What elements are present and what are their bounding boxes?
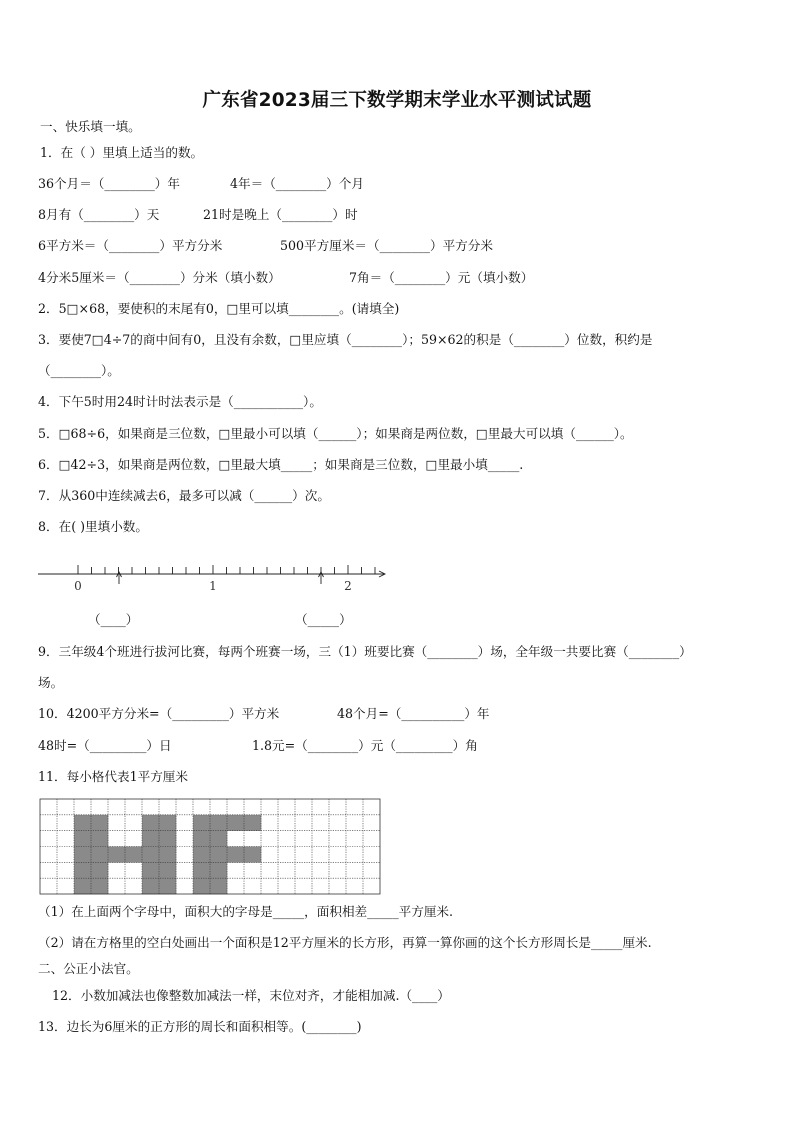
shaded-cell xyxy=(142,847,159,863)
shaded-cell xyxy=(210,878,227,894)
shaded-cell xyxy=(159,815,176,831)
number-line-label-2: 2 xyxy=(344,579,352,593)
shaded-cell xyxy=(142,815,159,831)
shaded-cell xyxy=(74,831,91,847)
question-3-line-2: （________）。 xyxy=(38,363,120,378)
shaded-cell xyxy=(244,815,261,831)
question-1-item-a: 36个月＝（________）年 xyxy=(38,176,180,191)
shaded-cell xyxy=(159,862,176,878)
section-heading-fill: 一、快乐填一填。 xyxy=(40,119,141,134)
question-1-item-d: 21时是晚上（________）时 xyxy=(203,207,358,222)
question-3-line-1: 3．要使7□4÷7的商中间有0，且没有余数，□里应填（________）；59×62的积是（________）位数，积约是 xyxy=(38,332,653,347)
question-8: 8．在( )里填小数。 xyxy=(38,519,148,534)
question-12: 12．小数加减法也像整数加减法一样，末位对齐，才能相加减.（____） xyxy=(52,988,450,1003)
shaded-cell xyxy=(159,831,176,847)
shaded-cell xyxy=(244,847,261,863)
shaded-cell xyxy=(210,815,227,831)
shaded-cell xyxy=(210,831,227,847)
shaded-cell xyxy=(74,878,91,894)
page-title: 广东省2023届三下数学期末学业水平测试试题 xyxy=(202,90,592,111)
shaded-cell xyxy=(91,815,108,831)
question-10-item-a: 10．4200平方分米=（_________）平方米 xyxy=(38,706,280,721)
shaded-cell xyxy=(193,815,210,831)
question-7: 7．从360中连续减去6，最多可以减（______）次。 xyxy=(38,488,330,503)
shaded-cell xyxy=(91,862,108,878)
question-1-item-c: 8月有（________）天 xyxy=(38,207,160,222)
section-heading-judge: 二、公正小法官。 xyxy=(38,961,139,976)
question-4: 4．下午5时用24时计时法表示是（___________）。 xyxy=(38,394,322,409)
question-11-part-1: （1）在上面两个字母中，面积大的字母是_____，面积相差_____平方厘米. xyxy=(38,904,454,919)
question-11-stem: 11．每小格代表1平方厘米 xyxy=(38,769,188,784)
question-11-part-2: （2）请在方格里的空白处画出一个面积是12平方厘米的长方形，再算一算你画的这个长方形周长是_____厘米. xyxy=(38,935,652,950)
question-2: 2．5□×68，要使积的末尾有0，□里可以填________。(请填全) xyxy=(38,301,400,316)
question-1-item-g: 4分米5厘米＝（________）分米（填小数） xyxy=(38,270,281,285)
shaded-cell xyxy=(227,847,244,863)
shaded-cell xyxy=(142,831,159,847)
shaded-cell xyxy=(193,831,210,847)
question-1-item-f: 500平方厘米＝（________）平方分米 xyxy=(280,238,493,253)
number-line-label-1: 1 xyxy=(209,579,217,593)
shaded-cell xyxy=(125,847,142,863)
shaded-cell xyxy=(108,847,125,863)
shaded-cell xyxy=(142,878,159,894)
question-1-item-e: 6平方米＝（________）平方分米 xyxy=(38,238,223,253)
shaded-cell xyxy=(159,878,176,894)
shaded-cell xyxy=(91,831,108,847)
shaded-cell xyxy=(193,878,210,894)
question-10-item-b: 48个月=（__________）年 xyxy=(337,706,490,721)
shaded-cell xyxy=(210,862,227,878)
number-line-blank-left: （____） xyxy=(88,612,139,627)
shaded-cell xyxy=(91,878,108,894)
shaded-cell xyxy=(142,862,159,878)
shaded-cell xyxy=(193,862,210,878)
shaded-cell xyxy=(74,815,91,831)
shaded-cell xyxy=(193,847,210,863)
question-1-stem: 1．在（ ）里填上适当的数。 xyxy=(40,145,204,160)
number-line-label-0: 0 xyxy=(74,579,82,593)
question-13: 13．边长为6厘米的正方形的周长和面积相等。(________) xyxy=(38,1019,362,1034)
question-9-line-1: 9．三年级4个班进行拔河比赛，每两个班赛一场，三（1）班要比赛（________）场，全年级一共要比赛（________） xyxy=(38,644,692,659)
shaded-cell xyxy=(74,847,91,863)
shaded-cell xyxy=(91,847,108,863)
shaded-cell xyxy=(159,847,176,863)
question-10-item-d: 1.8元=（________）元（_________）角 xyxy=(252,738,478,753)
shaded-cell xyxy=(210,847,227,863)
question-9-line-2: 场。 xyxy=(38,675,64,690)
question-6: 6．□42÷3，如果商是两位数，□里最大填_____；如果商是三位数，□里最小填_____. xyxy=(38,457,524,472)
shaded-cell xyxy=(74,862,91,878)
shaded-cell xyxy=(227,815,244,831)
question-5: 5．□68÷6，如果商是三位数，□里最小可以填（______）；如果商是两位数，□里最大可以填（______）。 xyxy=(38,426,633,441)
number-line-blank-right: （_____） xyxy=(295,612,352,627)
question-1-item-b: 4年＝（________）个月 xyxy=(230,176,364,191)
question-1-item-h: 7角＝（________）元（填小数） xyxy=(349,270,534,285)
question-10-item-c: 48时=（_________）日 xyxy=(38,738,172,753)
